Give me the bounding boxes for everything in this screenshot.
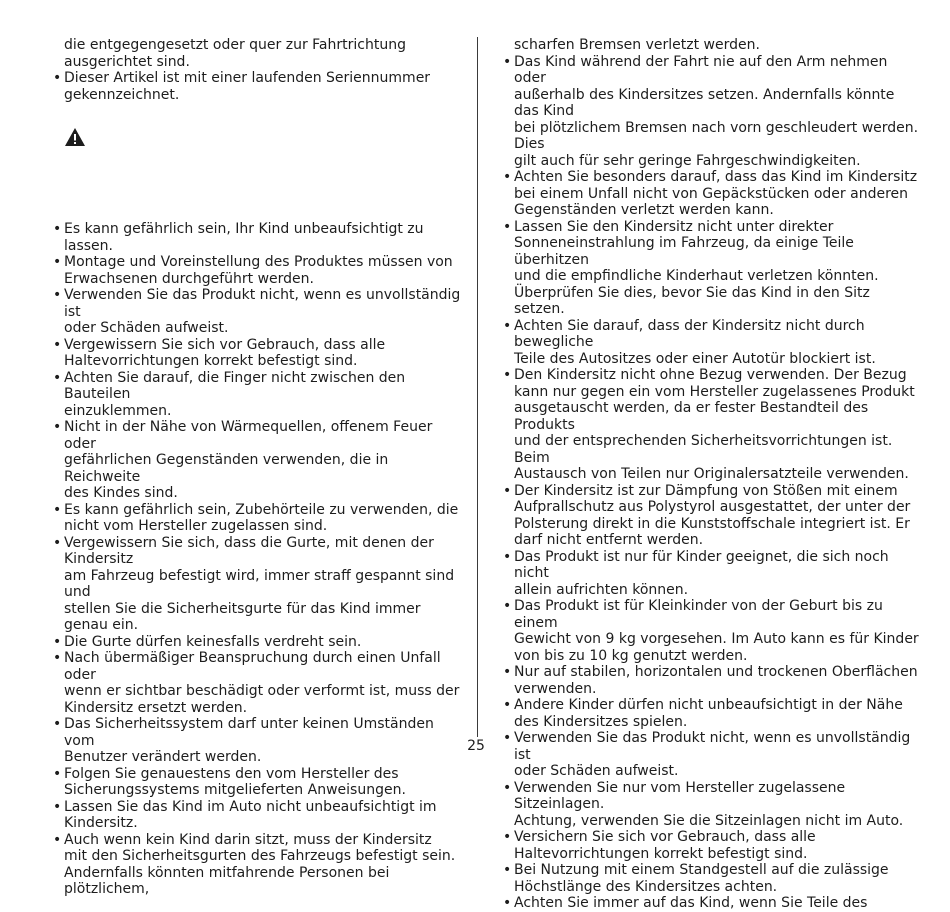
- bullet-line: Lassen Sie das Kind im Auto nicht unbeaufsichtigt im: [64, 798, 437, 815]
- page-number: 25: [467, 738, 485, 754]
- bullet-item: [500, 549, 920, 599]
- bullet-line: und der entsprechenden Sicherheitsvorrichtungen ist. Beim: [514, 433, 893, 466]
- bullet-dot-icon: •: [503, 664, 512, 680]
- bullet-line: mit den Sicherheitsgurten des Fahrzeugs befestigt sein.: [64, 848, 456, 864]
- bullet-dot-icon: •: [53, 534, 62, 551]
- bullet-line: Andernfalls könnten mitfahrende Personen bei plötzlichem,: [64, 864, 390, 897]
- right-continuation-text: [500, 37, 920, 54]
- bullet-line: wenn er sichtbar beschädigt oder verformt ist, muss der: [64, 683, 460, 699]
- bullet-dot-icon: •: [53, 369, 62, 386]
- bullet-dot-icon: •: [503, 697, 512, 713]
- bullet-line: stellen Sie die Sicherheitsgurte für das Kind immer genau ein.: [64, 600, 421, 633]
- bullet-item: [500, 829, 920, 862]
- bullet-line: Versichern Sie sich vor Gebrauch, dass alle: [514, 829, 816, 845]
- bullet-item: [500, 862, 920, 895]
- bullet-line: allein aufrichten können.: [514, 581, 689, 598]
- bullet-line: Höchstlänge des Kindersitzes achten.: [514, 878, 778, 895]
- bullet-line: Gewicht von 9 kg vorgesehen. Im Auto kann es für Kinder: [514, 631, 919, 647]
- bullet-line: Folgen Sie genauestens den vom Hersteller des: [64, 765, 399, 782]
- bullet-dot-icon: •: [503, 730, 512, 746]
- bullet-item: [50, 370, 468, 420]
- bullet-line: Vergewissern Sie sich, dass die Gurte, mit denen der Kindersitz: [64, 534, 434, 567]
- bullet-line: des Kindersitzes spielen.: [514, 713, 688, 730]
- bullet-item: [50, 535, 468, 634]
- bullet-item: [500, 664, 920, 697]
- bullet-line: gefährlichen Gegenständen verwenden, die in Reichweite: [64, 452, 389, 485]
- bullet-line: Die Gurte dürfen keinesfalls verdreht sein.: [64, 633, 362, 650]
- bullet-line: Benutzer verändert werden.: [64, 749, 262, 765]
- bullet-line: Das Produkt ist nur für Kinder geeignet, die sich noch nicht: [514, 548, 889, 581]
- bullet-dot-icon: •: [53, 419, 62, 435]
- bullet-item: [50, 337, 468, 370]
- text-line: die entgegengesetzt oder quer zur Fahrtrichtung: [64, 37, 406, 53]
- bullet-line: Achten Sie besonders darauf, dass das Kind im Kindersitz: [514, 169, 918, 185]
- bullet-line: Andere Kinder dürfen nicht unbeaufsichtigt in der Nähe: [514, 697, 903, 713]
- bullet-line: Teile des Autositzes oder einer Autotür blockiert ist.: [514, 350, 876, 367]
- bullet-item: [500, 219, 920, 318]
- bullet-dot-icon: •: [503, 829, 512, 845]
- bullet-item: [50, 766, 468, 799]
- bullet-line: Es kann gefährlich sein, Ihr Kind unbeaufsichtigt zu lassen.: [64, 221, 424, 254]
- column-divider: [477, 37, 478, 737]
- blank-space: [50, 147, 468, 221]
- bullet-line: Verwenden Sie das Produkt nicht, wenn es unvollständig ist: [64, 287, 461, 320]
- text-line: scharfen Bremsen verletzt werden.: [514, 37, 760, 53]
- bullet-item: [50, 221, 468, 254]
- bullet-line: kann nur gegen ein vom Hersteller zugelassenes Produkt: [514, 383, 915, 400]
- bullet-dot-icon: •: [503, 367, 512, 383]
- left-column: [50, 37, 468, 898]
- bullet-line: gekennzeichnet.: [64, 86, 180, 103]
- bullet-item: [500, 318, 920, 368]
- bullet-item: [50, 70, 468, 103]
- bullet-item: [50, 502, 468, 535]
- bullet-item: [50, 419, 468, 502]
- bullet-line: Achten Sie darauf, dass der Kindersitz nicht durch bewegliche: [514, 317, 865, 350]
- bullet-line: darf nicht entfernt werden.: [514, 532, 704, 548]
- bullet-dot-icon: •: [53, 650, 62, 666]
- bullet-item: [500, 780, 920, 830]
- bullet-line: Aufprallschutz aus Polystyrol ausgestattet, der unter der: [514, 499, 911, 515]
- bullet-item: [500, 169, 920, 219]
- bullet-dot-icon: •: [53, 633, 62, 650]
- bullet-dot-icon: •: [503, 548, 512, 565]
- bullet-line: Gegenständen verletzt werden kann.: [514, 202, 774, 218]
- left-top-bullets: [50, 70, 468, 103]
- right-bullet-list: [500, 54, 920, 912]
- bullet-line: oder Schäden aufweist.: [64, 320, 229, 336]
- bullet-line: gilt auch für sehr geringe Fahrgeschwindigkeiten.: [514, 152, 861, 169]
- bullet-dot-icon: •: [503, 218, 512, 235]
- bullet-line: Dieser Artikel ist mit einer laufenden Seriennummer: [64, 70, 431, 86]
- bullet-line: verwenden.: [514, 680, 597, 697]
- bullet-item: [50, 832, 468, 898]
- bullet-line: Verwenden Sie das Produkt nicht, wenn es unvollständig ist: [514, 730, 911, 763]
- left-continuation-text: [50, 37, 468, 70]
- bullet-dot-icon: •: [53, 798, 62, 815]
- bullet-line: Das Kind während der Fahrt nie auf den Arm nehmen oder: [514, 53, 888, 86]
- bullet-dot-icon: •: [503, 482, 512, 499]
- text-line: ausgerichtet sind.: [64, 53, 190, 70]
- bullet-line: Nur auf stabilen, horizontalen und trockenen Oberflächen: [514, 664, 918, 680]
- bullet-line: Haltevorrichtungen korrekt befestigt sind.: [64, 353, 358, 369]
- bullet-dot-icon: •: [53, 336, 62, 353]
- bullet-line: Kindersitz ersetzt werden.: [64, 699, 248, 716]
- left-bullet-list: [50, 221, 468, 898]
- bullet-item: [50, 634, 468, 651]
- bullet-line: Kindersitz.: [64, 815, 138, 831]
- bullet-line: Den Kindersitz nicht ohne Bezug verwenden. Der Bezug: [514, 367, 907, 383]
- bullet-line: Haltevorrichtungen korrekt befestigt sind.: [514, 845, 808, 862]
- bullet-line: Achten Sie darauf, die Finger nicht zwischen den Bauteilen: [64, 369, 406, 402]
- bullet-item: [50, 716, 468, 766]
- bullet-line: Sonneneinstrahlung im Fahrzeug, da einige Teile überhitzen: [514, 235, 854, 268]
- bullet-dot-icon: •: [53, 501, 62, 518]
- bullet-item: [50, 254, 468, 287]
- bullet-dot-icon: •: [503, 169, 512, 185]
- bullet-dot-icon: •: [53, 716, 62, 732]
- bullet-item: [500, 367, 920, 483]
- bullet-item: [500, 895, 920, 912]
- bullet-line: Das Produkt ist für Kleinkinder von der Geburt bis zu einem: [514, 598, 883, 631]
- bullet-dot-icon: •: [503, 598, 512, 614]
- bullet-dot-icon: •: [503, 862, 512, 878]
- bullet-line: Nach übermäßiger Beanspruchung durch einen Unfall oder: [64, 650, 441, 683]
- bullet-line: Der Kindersitz ist zur Dämpfung von Stößen mit einem: [514, 482, 898, 499]
- bullet-line: Polsterung direkt in die Kunststoffschale integriert ist. Er: [514, 515, 910, 532]
- bullet-line: Nicht in der Nähe von Wärmequellen, offenem Feuer oder: [64, 419, 433, 452]
- bullet-line: Das Sicherheitssystem darf unter keinen Umständen vom: [64, 716, 434, 749]
- bullet-line: bei plötzlichem Bremsen nach vorn geschleudert werden. Dies: [514, 119, 919, 152]
- bullet-line: Vergewissern Sie sich vor Gebrauch, dass alle: [64, 336, 386, 353]
- bullet-line: von bis zu 10 kg genutzt werden.: [514, 647, 748, 664]
- bullet-line: oder Schäden aufweist.: [514, 763, 679, 779]
- bullet-dot-icon: •: [503, 779, 512, 796]
- bullet-line: Sicherungssystems mitgelieferten Anweisungen.: [64, 782, 406, 798]
- bullet-line: Bei Nutzung mit einem Standgestell auf die zulässige: [514, 862, 889, 878]
- bullet-line: außerhalb des Kindersitzes setzen. Andernfalls könnte das Kind: [514, 86, 895, 119]
- bullet-line: und die empfindliche Kinderhaut verletzen könnten.: [514, 268, 879, 284]
- bullet-item: [500, 730, 920, 780]
- bullet-line: einzuklemmen.: [64, 402, 172, 419]
- bullet-line: Montage und Voreinstellung des Produktes müssen von: [64, 254, 453, 270]
- bullet-dot-icon: •: [503, 317, 512, 334]
- bullet-line: Achten Sie immer auf das Kind, wenn Sie Teile des: [514, 895, 868, 911]
- bullet-dot-icon: •: [53, 287, 62, 303]
- bullet-item: [50, 799, 468, 832]
- bullet-line: des Kindes sind.: [64, 485, 178, 501]
- bullet-line: Erwachsenen durchgeführt werden.: [64, 270, 314, 287]
- bullet-dot-icon: •: [53, 831, 62, 848]
- bullet-line: Verwenden Sie nur vom Hersteller zugelassene Sitzeinlagen.: [514, 779, 846, 812]
- bullet-item: [50, 287, 468, 337]
- bullet-dot-icon: •: [53, 70, 62, 86]
- bullet-item: [50, 650, 468, 716]
- bullet-line: bei einem Unfall nicht von Gepäckstücken oder anderen: [514, 185, 909, 202]
- bullet-line: Lassen Sie den Kindersitz nicht unter direkter: [514, 218, 834, 235]
- bullet-line: Es kann gefährlich sein, Zubehörteile zu verwenden, die: [64, 501, 459, 518]
- bullet-line: Überprüfen Sie dies, bevor Sie das Kind in den Sitz setzen.: [514, 284, 870, 317]
- bullet-dot-icon: •: [53, 765, 62, 782]
- bullet-line: Achtung, verwenden Sie die Sitzeinlagen nicht im Auto.: [514, 812, 904, 829]
- bullet-line: Austausch von Teilen nur Originalersatzteile verwenden.: [514, 466, 909, 482]
- bullet-dot-icon: •: [53, 254, 62, 270]
- bullet-item: [500, 54, 920, 170]
- bullet-line: Auch wenn kein Kind darin sitzt, muss der Kindersitz: [64, 831, 432, 848]
- warning-triangle-icon: [64, 127, 86, 147]
- bullet-item: [500, 697, 920, 730]
- right-column: [500, 37, 920, 912]
- bullet-line: nicht vom Hersteller zugelassen sind.: [64, 518, 328, 534]
- bullet-line: ausgetauscht werden, da er fester Bestandteil des Produkts: [514, 400, 869, 433]
- bullet-line: am Fahrzeug befestigt wird, immer straff gespannt sind und: [64, 567, 455, 600]
- bullet-dot-icon: •: [53, 221, 62, 237]
- bullet-dot-icon: •: [503, 895, 512, 911]
- bullet-item: [500, 598, 920, 664]
- bullet-item: [500, 483, 920, 549]
- bullet-dot-icon: •: [503, 53, 512, 70]
